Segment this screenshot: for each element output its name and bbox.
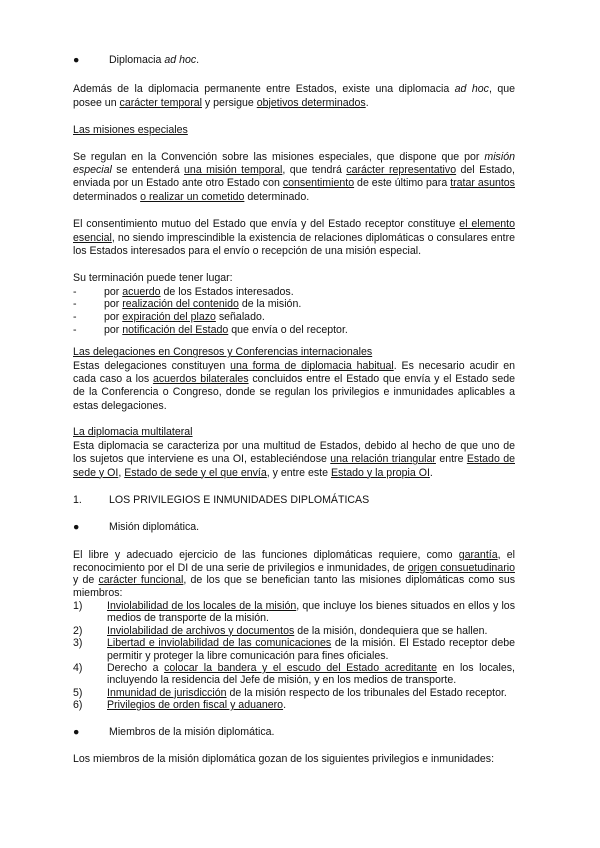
list-item: 1) Inviolabilidad de los locales de la misión, que incluye los bienes situados en ellos y los medios de transporte de la misión.: [73, 599, 515, 625]
paragraph-delegaciones: Estas delegaciones constituyen una forma de diplomacia habitual. Es necesario acudir en cada caso a los acuerdos bilaterales concluidos entre el Estado que envía y el Estado sede de la Conferencia o Congreso, donde se regulan los privilegios e inmunidades aplicables a estas delegaciones.: [73, 359, 515, 412]
list-item: - por expiración del plazo señalado.: [73, 311, 265, 324]
bullet-miembros: ● Miembros de la misión diplomática.: [73, 725, 275, 738]
heading-multilateral: La diplomacia multilateral: [73, 426, 193, 439]
list-item: - por realización del contenido de la misión.: [73, 298, 302, 311]
privileges-list: [73, 600, 515, 712]
bullet-icon: ●: [73, 521, 80, 534]
paragraph-consentimiento: El consentimiento mutuo del Estado que envía y del Estado receptor constituye el elemento esencial, no siendo imprescindible la existencia de relaciones diplomáticas o consulares entre los Estados interesados para el envío o recepción de una misión especial.: [73, 218, 515, 258]
list-item: 3) Libertad e inviolabilidad de las comunicaciones de la misión. El Estado receptor debe permitir y proteger la libre comunicación para fines oficiales.: [73, 637, 515, 662]
list-item: - por acuerdo de los Estados interesados.: [73, 285, 294, 298]
paragraph-libre-ejercicio: El libre y adecuado ejercicio de las funciones diplomáticas requiere, como garantía, el reconocimiento por el DI de una serie de privilegios e inmunidades, de origen consuetudinario y de carácter funcional, de los que se benefician tanto las misiones diplomáticas como sus miembros:: [73, 548, 516, 600]
section-heading-privilegios: 1. LOS PRIVILEGIOS E INMUNIDADES DIPLOMÁTICAS: [73, 493, 370, 506]
paragraph-convencion: Se regulan en la Convención sobre las misiones especiales, que dispone que por misión especial se entenderá una misión temporal, que tendrá carácter representativo del Estado, enviada por un Estado ante otro Estado con consentimiento de este último para tratar asuntos determinados o realizar un cometido determinado.: [73, 150, 516, 203]
bullet-icon: ●: [73, 725, 80, 738]
document-body: [73, 54, 515, 766]
bullet-icon: ●: [73, 54, 80, 66]
list-item: 2) Inviolabilidad de archivos y documentos de la misión, dondequiera que se hallen.: [73, 624, 488, 637]
paragraph-multilateral: Esta diplomacia se caracteriza por una multitud de Estados, debido al hecho de que uno de los sujetos que interviene es una OI, estableciéndose una relación triangular entre Estado de sede y OI, Estado de sede y el que envía, y entre este Estado y la propia OI.: [73, 439, 515, 479]
list-item: - por notificación del Estado que envía o del receptor.: [73, 323, 348, 336]
bullet-adhoc: ● Diplomacia ad hoc.: [73, 54, 200, 66]
bullet-mision: ● Misión diplomática.: [73, 521, 200, 534]
termination-list: [73, 286, 515, 336]
list-item: 5) Inmunidad de jurisdicción de la misión respecto de los tribunales del Estado receptor.: [73, 686, 507, 699]
paragraph-adhoc: Además de la diplomacia permanente entre Estados, existe una diplomacia ad hoc, que posee un carácter temporal y persigue objetivos determinados.: [73, 83, 515, 109]
termination-intro: Su terminación puede tener lugar:: [73, 272, 233, 285]
heading-delegaciones: Las delegaciones en Congresos y Conferencias internacionales: [73, 346, 373, 359]
paragraph-miembros: Los miembros de la misión diplomática gozan de los siguientes privilegios e inmunidades:: [73, 752, 495, 765]
list-item: 4) Derecho a colocar la bandera y el escudo del Estado acreditante en los locales, incluyendo la residencia del Jefe de misión, y en los medios de transporte.: [73, 661, 515, 687]
heading-misiones-especiales: Las misiones especiales: [73, 124, 188, 137]
list-item: 6) Privilegios de orden fiscal y aduanero.: [73, 699, 287, 712]
